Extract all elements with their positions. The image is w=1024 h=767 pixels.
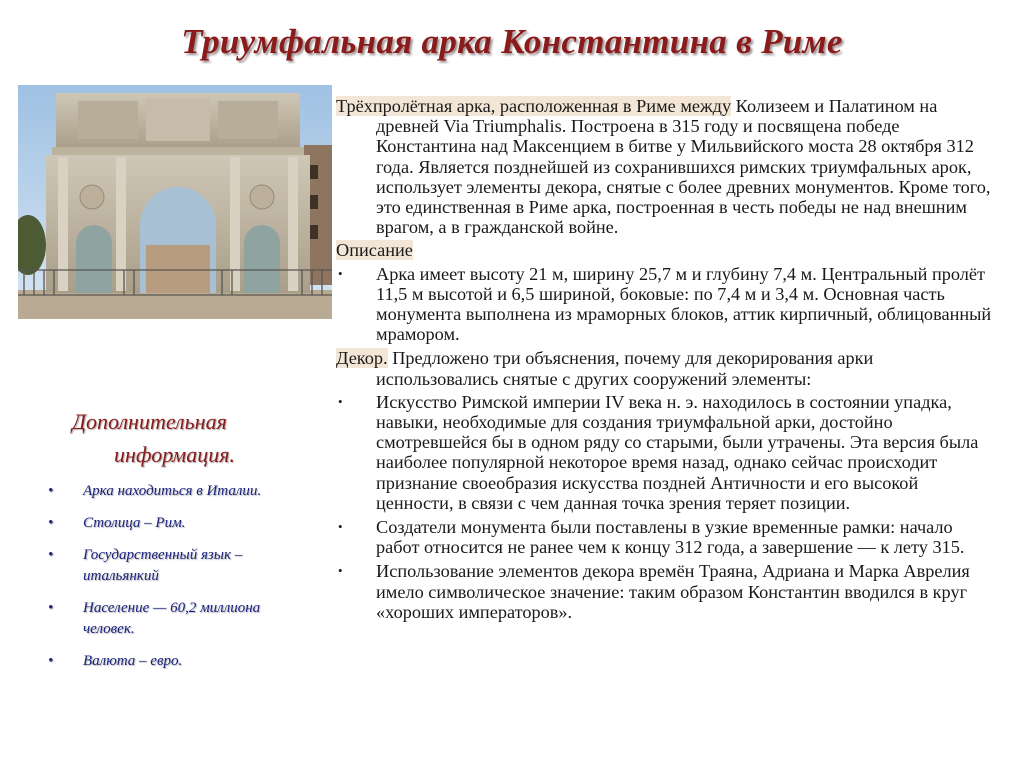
bullet-icon: • (338, 393, 343, 409)
decor-label: Декор. (336, 348, 388, 369)
bullet-icon: • (338, 265, 343, 281)
list-item: • Столица – Рим. (40, 513, 293, 534)
intro-rest: Колизеем и Палатином на древней Via Triumphalis. Построена в 315 году и посвящена победе Константина над Максенцием в битве у Мильвийского моста 28 октября 312 года. Является позднейшей из сохранившихся римских триумфальных арок, использует элементы декора, снятые с более древних монументов. Кроме того, это единственная в Риме арка, построенная в честь победы не над внешним врагом, а в гражданской войне. (376, 96, 991, 238)
decor-paragraph (336, 348, 996, 388)
list-item: • Арка находиться в Италии. (40, 481, 293, 502)
sidebar-info (40, 405, 330, 683)
bullet-icon: • (48, 515, 54, 531)
bullet-icon: • (48, 600, 54, 616)
description-list (336, 264, 996, 345)
list-item: • Государственный язык – итальянкий (48, 547, 243, 584)
decor-text: Предложено три объяснения, почему для декорирования арки использовались снятые с других сооружений элементы: (376, 348, 874, 389)
bullet-icon: • (48, 483, 54, 499)
description-heading: Описание (336, 240, 413, 261)
intro-highlight: Трёхпролётная арка, расположенная в Риме между (336, 96, 732, 116)
arch-photo (18, 85, 332, 319)
list-item: • Создатели монумента были поставлены в узкие временные рамки: начало работ относится не ранее чем к концу 312 года, а завершение — к лету 315. (338, 517, 965, 558)
list-item: • Население — 60,2 миллиона человек. (48, 600, 261, 637)
bullet-icon: • (338, 519, 343, 535)
main-text (336, 96, 996, 626)
bullet-icon: • (338, 563, 343, 579)
list-item: • Валюта – евро. (40, 651, 293, 672)
decor-list (336, 392, 996, 622)
sidebar-heading-line2: информация. (114, 442, 235, 467)
page-title: Триумфальная арка Константина в Риме (181, 22, 843, 61)
sidebar-list (40, 481, 330, 672)
list-item: • Использование элементов декора времён Траяна, Адриана и Марка Аврелия имело символическое значение: таким образом Константин вводился в круг «хороших императоров». (338, 561, 970, 622)
list-item: • Искусство Римской империи IV века н. э. находилось в состоянии упадка, навыки, необходимые для создания триумфальной арки, достойно смотревшейся бы в одном ряду со старыми, были утрачены. Эта версия была наиболее популярной некоторое время назад, однако сейчас происходит признание своеобразия искусства поздней Античности и его высокой ценности, в связи с чем данная точка зрения теряет позиции. (338, 391, 979, 513)
sidebar-heading (40, 405, 330, 471)
bullet-icon: • (48, 547, 54, 563)
intro-paragraph (336, 96, 996, 237)
list-item: • Арка имеет высоту 21 м, ширину 25,7 м и глубину 7,4 м. Центральный пролёт 11,5 м высотой и 6,5 шириной, боковые: по 7,4 м и 3,4 м. Основная часть монумента выполнена из мраморных блоков, аттик кирпичный, облицованный мрамором. (338, 263, 992, 345)
bullet-icon: • (48, 653, 54, 669)
sidebar-heading-line1: Дополнительная (72, 409, 227, 434)
